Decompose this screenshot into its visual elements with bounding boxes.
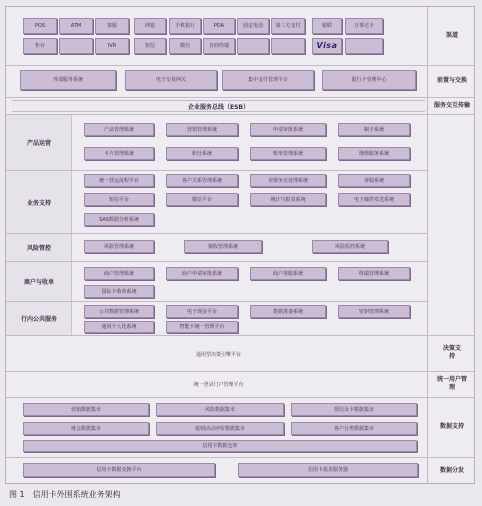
system-box: 营销管理系统 bbox=[166, 123, 238, 136]
system-box: 商户客服系统 bbox=[250, 267, 326, 280]
system-box: 商户申请审批系统 bbox=[166, 267, 238, 280]
system-box: 统计与报表系统 bbox=[250, 193, 326, 206]
system-box: 国际卡收单系统 bbox=[84, 285, 154, 298]
channel-box bbox=[271, 38, 305, 54]
system-box: 终端管理系统 bbox=[338, 267, 410, 280]
channel-box: POS bbox=[23, 18, 57, 34]
data-mart-box: 财会数据集市 bbox=[23, 422, 149, 435]
layer-label-frontend: 前置与交换 bbox=[436, 77, 467, 84]
system-box: 风险监控系统 bbox=[312, 240, 388, 253]
channel-box: 第三方支付 bbox=[271, 18, 305, 34]
frontend-box: 集中支付管理平台 bbox=[222, 70, 314, 90]
system-box: 申请审批系统 bbox=[250, 123, 326, 136]
system-box: 差错争议处理系统 bbox=[250, 174, 326, 187]
system-box: 短信平台 bbox=[84, 193, 154, 206]
channel-box: 手机银行 bbox=[169, 18, 201, 34]
system-box: 电子邮件发送系统 bbox=[338, 193, 410, 206]
system-box: 电子现金平台 bbox=[166, 305, 238, 318]
data-mart-box: 营销数据集市 bbox=[23, 403, 149, 416]
frontend-box: 外部服务系统 bbox=[20, 70, 116, 90]
data-mart-box: 风险数据集市 bbox=[156, 403, 284, 416]
divider bbox=[6, 114, 474, 115]
layer-label-data-support: 数据支持 bbox=[439, 423, 464, 430]
layer-label-decision: 决策支持 bbox=[442, 345, 461, 360]
system-box: 智能卡统一管理平台 bbox=[166, 321, 238, 333]
system-box: SAS数据分析系统 bbox=[84, 213, 154, 226]
divider bbox=[6, 335, 474, 336]
figure-caption: 图 1 信用卡外围系统业务架构 bbox=[9, 490, 121, 499]
frontend-box: 银行卡受理中心 bbox=[322, 70, 416, 90]
data-warehouse-box: 信用卡数据仓库 bbox=[23, 440, 417, 452]
system-box: 风险管理系统 bbox=[84, 240, 154, 253]
divider bbox=[6, 233, 427, 234]
divider bbox=[6, 261, 427, 262]
frontend-box: 电子交易网关 bbox=[125, 70, 217, 90]
divider bbox=[6, 397, 474, 398]
channel-box bbox=[345, 38, 383, 54]
divider bbox=[6, 170, 427, 171]
divider bbox=[6, 301, 427, 302]
channel-box: 网银 bbox=[134, 18, 166, 34]
channel-box: 柜台 bbox=[23, 38, 57, 54]
system-box: 催收管理系统 bbox=[184, 240, 262, 253]
system-box: 卡片管理系统 bbox=[84, 147, 154, 160]
divider bbox=[6, 457, 474, 458]
esb-bus: 企业服务总线（ESB） bbox=[12, 100, 425, 112]
system-box: 制卡系统 bbox=[338, 123, 410, 136]
layer-label-data-dist: 数据分发 bbox=[439, 467, 464, 474]
channel-box: 万事达卡 bbox=[345, 18, 383, 34]
group-label-biz-support: 业务支持 bbox=[26, 199, 51, 207]
system-box: 统一营运流程平台 bbox=[84, 174, 154, 187]
channel-box: IVR bbox=[95, 38, 129, 54]
data-mart-box: 促销活动评价数据集市 bbox=[156, 422, 284, 435]
channel-box: PDA bbox=[203, 18, 235, 34]
divider bbox=[6, 97, 474, 98]
divider bbox=[6, 65, 474, 66]
layer-label-channel: 渠道 bbox=[445, 32, 458, 39]
layer-label-portal: 统一用户管理 bbox=[436, 376, 467, 391]
architecture-diagram bbox=[5, 6, 475, 484]
channel-box: 自助终端 bbox=[203, 38, 235, 54]
visa-logo: Visa bbox=[312, 38, 342, 54]
data-mart-box: 客户分类数据集市 bbox=[291, 422, 417, 435]
system-box: 客户关系管理系统 bbox=[166, 174, 238, 187]
decision-engine-platform: 通用型决策引擎平台 bbox=[195, 351, 241, 358]
channel-box bbox=[237, 38, 269, 54]
system-box: 商户管理系统 bbox=[84, 267, 154, 280]
system-box: 积分系统 bbox=[166, 147, 238, 160]
channel-box: 客服 bbox=[95, 18, 129, 34]
channel-box: 微信 bbox=[169, 38, 201, 54]
report-server-box: 信用卡报表服务器 bbox=[238, 463, 418, 477]
system-box: 公共数据管理系统 bbox=[84, 305, 154, 318]
group-label-risk: 风险管控 bbox=[26, 244, 51, 252]
system-box: 微信平台 bbox=[166, 193, 238, 206]
system-box: 产品管理系统 bbox=[84, 123, 154, 136]
channel-box: 银联 bbox=[312, 18, 342, 34]
system-box: 增值服务系统 bbox=[338, 147, 410, 160]
channel-box: 短信 bbox=[134, 38, 166, 54]
channel-box: ATM bbox=[59, 18, 93, 34]
system-box: 通用个人化系统 bbox=[84, 321, 154, 333]
data-exchange-box: 信用卡数据交换平台 bbox=[23, 463, 215, 477]
system-box: 数据准备系统 bbox=[250, 305, 326, 318]
group-label-product-ops: 产品运营 bbox=[26, 139, 51, 147]
system-box: 密钥管理系统 bbox=[338, 305, 410, 318]
data-mart-box: 授信及卡数据集市 bbox=[291, 403, 417, 416]
channel-box: 固定电话 bbox=[237, 18, 269, 34]
system-box: 账单管理系统 bbox=[250, 147, 326, 160]
system-box: 客服系统 bbox=[338, 174, 410, 187]
group-label-internal: 行内公共服务 bbox=[20, 315, 57, 323]
divider bbox=[6, 371, 474, 372]
portal-management-platform: 统一登录门户管理平台 bbox=[193, 381, 244, 388]
layer-label-service: 服务交互传输 bbox=[434, 101, 471, 109]
channel-box bbox=[59, 38, 93, 54]
group-label-merchant: 商户与收单 bbox=[23, 278, 54, 286]
